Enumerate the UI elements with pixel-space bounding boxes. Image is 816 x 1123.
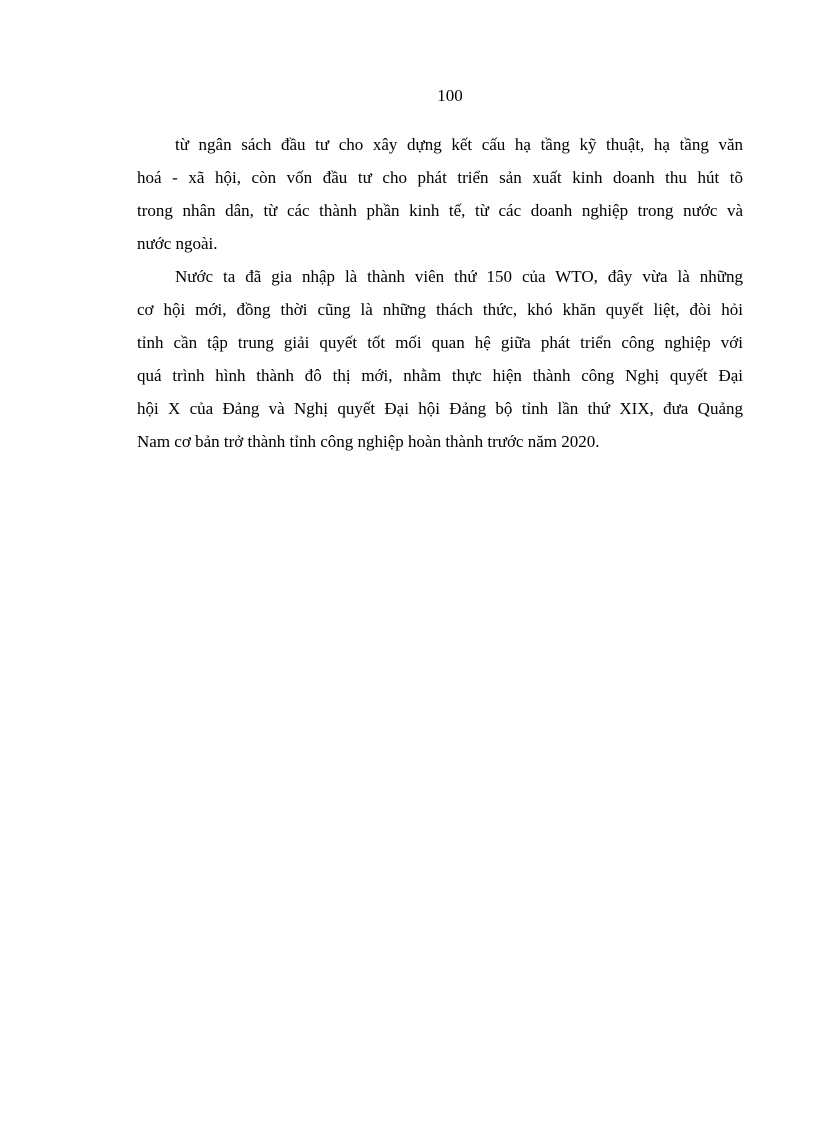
- paragraph-line: Nước ta đã gia nhập là thành viên thứ 150 của WTO, đây vừa là những: [175, 267, 743, 286]
- paragraph-line: hội X của Đảng và Nghị quyết Đại hội Đảng bộ tỉnh lần thứ XIX, đưa Quảng: [137, 399, 743, 418]
- paragraph-line: từ ngân sách đầu tư cho xây dựng kết cấu hạ tầng kỹ thuật, hạ tầng văn: [175, 135, 743, 154]
- page-number: 100: [437, 86, 463, 105]
- paragraph-line: cơ hội mới, đồng thời cũng là những thách thức, khó khăn quyết liệt, đòi hỏi: [137, 300, 743, 319]
- paragraph-line: hoá - xã hội, còn vốn đầu tư cho phát triển sản xuất kinh doanh thu hút tõ: [137, 168, 743, 187]
- paragraph-line: nước ngoài.: [137, 234, 218, 253]
- paragraph-2: [137, 260, 743, 458]
- body-text: [137, 128, 743, 458]
- paragraph-line: tỉnh cần tập trung giải quyết tốt mối quan hệ giữa phát triển công nghiệp với: [137, 333, 743, 352]
- paragraph-line: trong nhân dân, từ các thành phần kinh tế, từ các doanh nghiệp trong nước và: [137, 201, 743, 220]
- paragraph-line: quá trình hình thành đô thị mới, nhằm thực hiện thành công Nghị quyết Đại: [137, 366, 743, 385]
- paragraph-line: Nam cơ bản trở thành tỉnh công nghiệp hoàn thành trước năm 2020.: [137, 432, 600, 451]
- paragraph-1: [137, 128, 743, 260]
